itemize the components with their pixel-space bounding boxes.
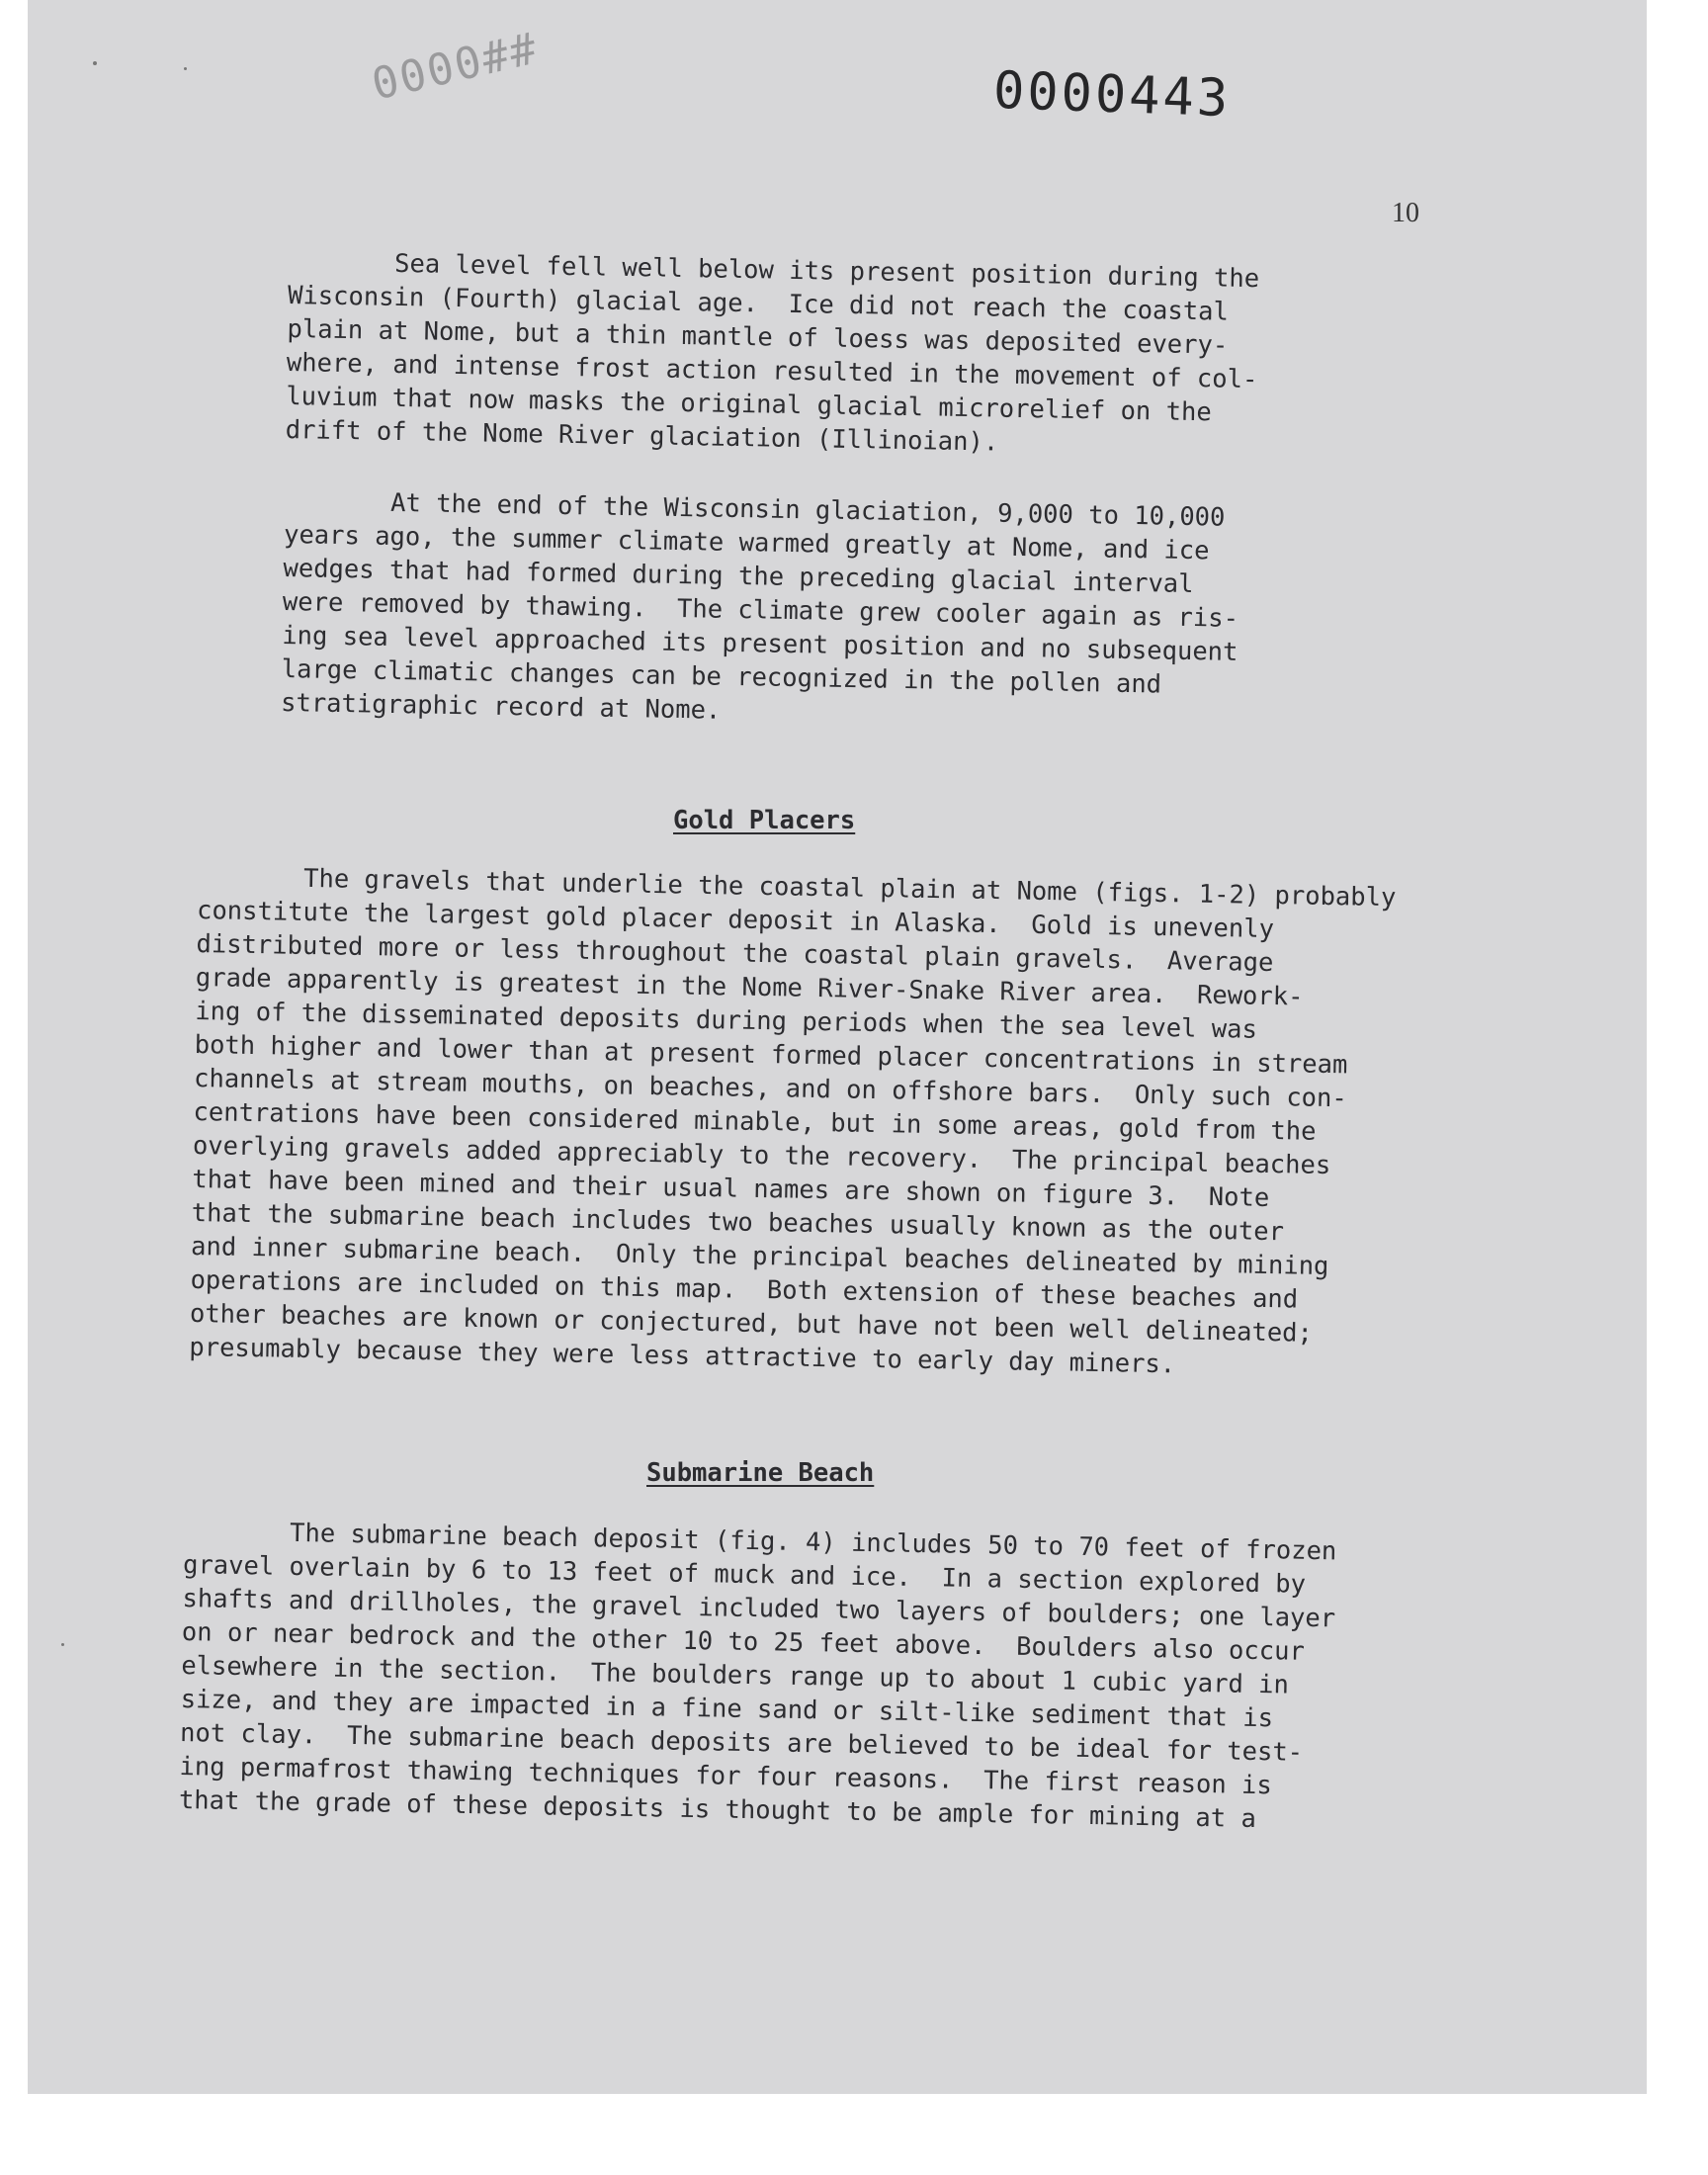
paragraph-wisconsin-glaciation: At the end of the Wisconsin glaciation, 9,000 to 10,000 years ago, the summer climate warmed greatly at Nome, and ice wedges that had formed during the preceding glacial interval were removed by thawing. The climate grew cooler again as ris- ing sea level approached its present position and no subsequent large climatic changes can be recognized in the pollen and stratigraphic record at Nome. [280,485,1239,726]
paragraph-sea-level: Sea level fell well below its present position during the Wisconsin (Fourth) glacial age. Ice did not reach the coastal plain at Nome, but a thin mantle of loess was deposited every- where, and intense frost action resulted in the movement of col- luvium that now masks the original glacial microrelief on the drift of the Nome River glaciation (Illinoian). [285,246,1260,458]
page-number: 10 [1392,198,1419,228]
paragraph-gold-placers: The gravels that underlie the coastal plain at Nome (figs. 1-2) probably constitute the largest gold placer deposit in Alaska. Gold is unevenly distributed more or less throughout the coastal plain gravels. Average grade apparently is greatest in the Nome River-Snake River area. Rework- ing of the disseminated deposits during periods when the sea level was both higher and lower than at present formed placer concentrations in stream channels at stream mouths, on beaches, and on offshore bars. Only such con- centrations have been considered minable, but in some areas, gold from the overlying gravels added appreciably to the recovery. The principal beaches that have been mined and their usual names are shown on figure 3. Note that the submarine beach includes two beaches usually known as the outer and inner submarine beach. Only the principal beaches delineated by mining operations are included on this map. Both extension of these beaches and other beaches are known or conjectured, but have not been well delineated; presumably because they were less attractive to early day miners. [189,861,1397,1380]
heading-gold-placers: Gold Placers [673,806,856,835]
dust-speck [61,1643,64,1646]
document-number-stamp: 0000443 [992,60,1233,130]
heading-submarine-beach: Submarine Beach [646,1458,875,1488]
dust-speck [184,67,187,70]
paragraph-submarine-beach: The submarine beach deposit (fig. 4) includes 50 to 70 feet of frozen gravel overlain by 6 to 13 feet of muck and ice. In a section explored by shafts and drillholes, the gravel included two layers of boulders; one layer on or near bedrock and the other 10 to 25 feet above. Boulders also occur elsewhere in the section. The boulders range up to about 1 cubic yard in size, and they are impacted in a fine sand or silt-like sediment that is not clay. The submarine beach deposits are believed to be ideal for test- ing permafrost thawing techniques for four reasons. The first reason is that the grade of these deposits is thought to be ample for mining at a [178,1516,1337,1834]
dust-speck [93,61,97,65]
faint-number-stamp: 0000## [367,23,544,111]
